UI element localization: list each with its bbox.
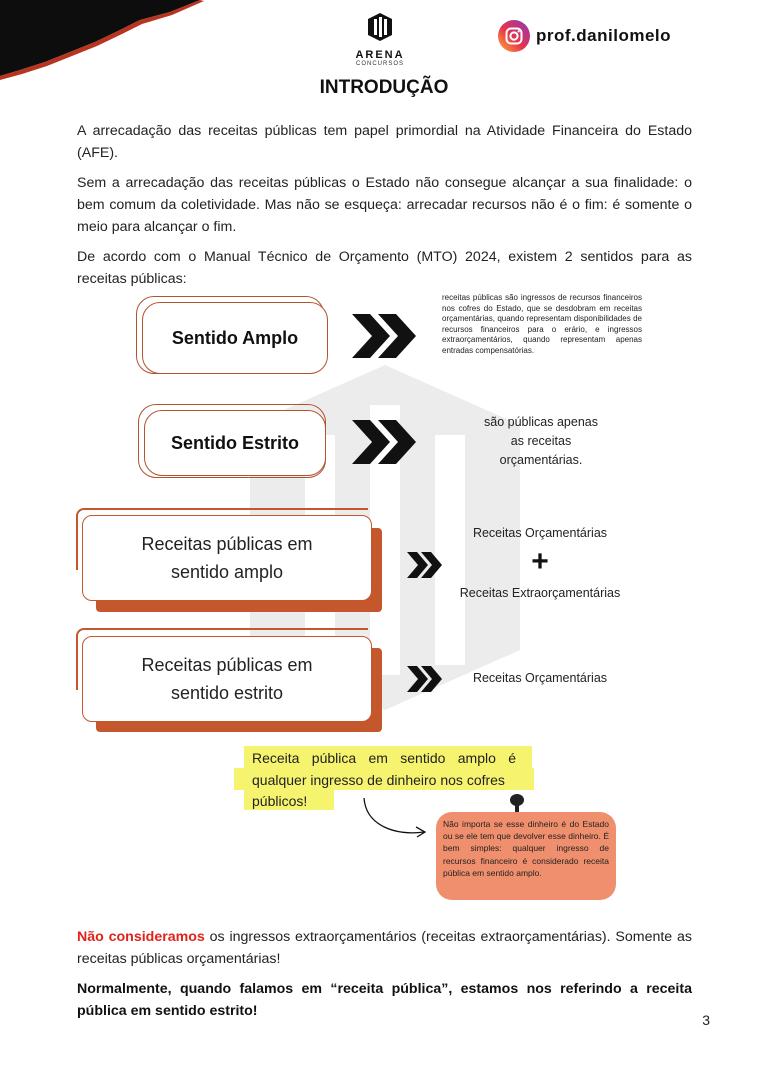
arena-logo-mark-icon xyxy=(367,12,393,42)
sentido-amplo-label: Sentido Amplo xyxy=(142,302,328,374)
sentido-amplo-description: receitas públicas são ingressos de recursos financeiros nos cofres do Estado, que se desdobram em receitas orçamentárias, quando representam disponibilidades de recursos financeiros para o erário, e ingressos extraorçamentários, quando representam apenas entradas compensatórias. xyxy=(442,293,642,355)
paragraph-3: De acordo com o Manual Técnico de Orçamento (MTO) 2024, existem 2 sentidos para as receitas públicas: xyxy=(77,249,692,287)
sentido-estrito-desc-1: são públicas apenas xyxy=(484,415,598,429)
box-amplo-line2: sentido amplo xyxy=(170,562,284,582)
highlight-line-1: Receita pública em sentido amplo é xyxy=(252,750,516,766)
box-amplo-line1: Receitas públicas em xyxy=(141,534,313,554)
plus-sign: + xyxy=(531,545,549,578)
sentido-estrito-desc-2: as receitas xyxy=(510,434,572,448)
highlight-line-3: públicos! xyxy=(252,793,308,809)
brand-name: ARENA xyxy=(355,49,405,61)
page-number: 3 xyxy=(702,1012,710,1028)
curved-arrow-icon xyxy=(360,794,432,844)
box-estrito xyxy=(82,636,372,722)
instagram-icon xyxy=(498,20,530,52)
box-amplo xyxy=(82,515,372,601)
corner-decoration xyxy=(0,0,230,80)
double-chevron-icon xyxy=(406,552,444,578)
box-estrito-line2: sentido estrito xyxy=(170,683,284,703)
instagram-badge xyxy=(498,20,671,52)
double-chevron-icon xyxy=(350,420,418,464)
instagram-handle[interactable]: prof.danilomelo xyxy=(536,26,671,45)
arena-logo xyxy=(340,12,420,67)
double-chevron-icon xyxy=(406,666,444,692)
closing-paragraph xyxy=(77,926,692,970)
highlight-line-2: qualquer ingresso de dinheiro nos cofres xyxy=(252,772,505,788)
closing-red-emphasis: Não consideramos xyxy=(77,929,205,945)
sentido-estrito-desc-3: orçamentárias. xyxy=(499,453,583,467)
closing-rest: os ingressos extraorçamentários (receitas extraorçamentárias). Somente as receitas públicas orçamentárias! xyxy=(77,929,692,967)
sentido-estrito-label: Sentido Estrito xyxy=(144,410,326,476)
double-chevron-icon xyxy=(350,314,418,358)
paragraph-2: Sem a arrecadação das receitas públicas o Estado não consegue alcançar a sua finalidade: o bem comum da coletividade. Mas não se esqueça: arrecadar recursos não é o fim: é somente o meio para alcançar o fim. xyxy=(77,175,692,235)
note-card: Não importa se esse dinheiro é do Estado ou se ele tem que devolver esse dinheiro. É bem simples: qualquer ingresso de recursos financeiro é considerado receita pública em sentido amplo. xyxy=(436,812,616,900)
paragraph-1: A arrecadação das receitas públicas tem papel primordial na Atividade Financeira do Estado (AFE). xyxy=(77,123,692,161)
box-amplo-item-orcamentarias: Receitas Orçamentárias xyxy=(472,526,608,540)
closing-bold-paragraph: Normalmente, quando falamos em “receita pública”, estamos nos referindo a receita pública em sentido estrito! xyxy=(77,981,692,1019)
page-title: INTRODUÇÃO xyxy=(319,77,449,98)
box-estrito-item-orcamentarias: Receitas Orçamentárias xyxy=(472,671,608,685)
brand-sub: CONCURSOS xyxy=(355,61,404,67)
box-amplo-item-extraorcamentarias: Receitas Extraorçamentárias xyxy=(459,586,621,600)
box-estrito-line1: Receitas públicas em xyxy=(141,655,313,675)
